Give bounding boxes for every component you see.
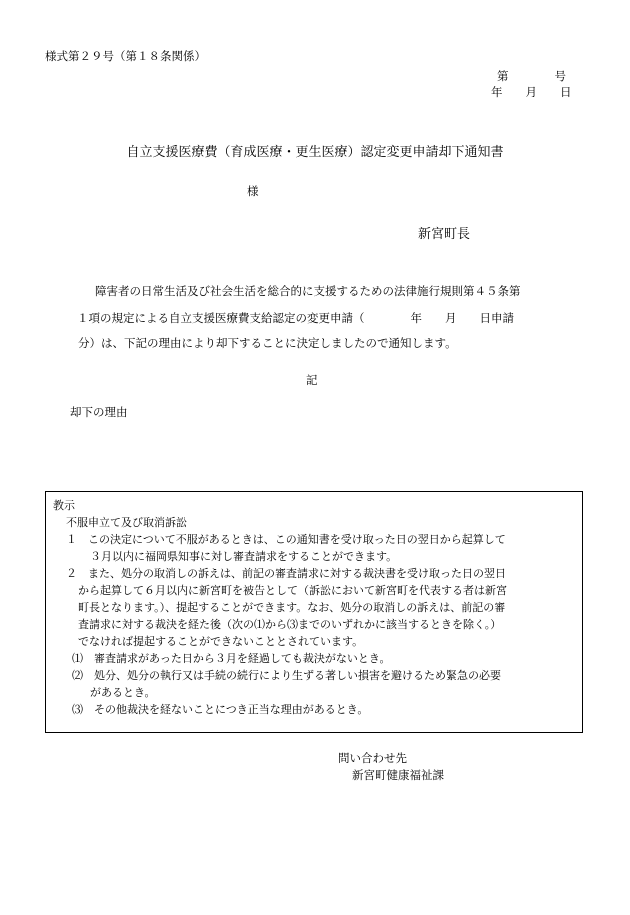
- date-line: 年 月 日: [491, 85, 572, 99]
- notice-item1-line2: ３月以内に福岡県知事に対し審査請求をすることができます。: [90, 550, 398, 563]
- contact-label: 問い合わせ先: [338, 751, 407, 765]
- notice-item2-line5: でなければ提起することができないこととされています。: [78, 635, 364, 648]
- notice-sub1: ⑴ 審査請求があった日から３月を経過しても裁決がないとき。: [72, 652, 391, 665]
- notice-item2-line1: ２ また、処分の取消しの訴えは、前記の審査請求に対する裁決書を受け取った日の翌日: [66, 567, 506, 580]
- notice-subheading: 不服申立て及び取消訴訟: [66, 516, 187, 529]
- notice-box: [45, 491, 583, 733]
- notice-item2-line2: から起算して６月以内に新宮町を被告として（訴訟において新宮町を代表する者は新宮: [78, 584, 507, 597]
- notice-item2-line4: 査請求に対する裁決を経た後（次の⑴から⑶までのいずれかに該当するときを除く。）: [78, 618, 502, 631]
- document-title: 自立支援医療費（育成医療・更生医療）認定変更申請却下通知書: [126, 145, 504, 160]
- notice-item1-line1: １ この決定について不服があるときは、この通知書を受け取った日の翌日から起算して: [66, 533, 506, 546]
- notice-sub2-line2: があるとき。: [90, 686, 156, 699]
- notice-sub2-line1: ⑵ 処分、処分の執行又は手続の続行により生ずる著しい損害を避けるため緊急の必要: [72, 669, 501, 682]
- document-number-line: 第 号: [497, 69, 566, 83]
- reason-label: 却下の理由: [70, 405, 128, 419]
- form-number: 様式第２９号（第１８条関係）: [45, 49, 206, 63]
- body-line-1: 障害者の日常生活及び社会生活を総合的に支援するための法律施行規則第４５条第: [95, 284, 521, 298]
- notice-sub3: ⑶ その他裁決を経ないことにつき正当な理由があるとき。: [72, 703, 369, 716]
- addressee: 様: [247, 184, 259, 198]
- notice-item2-line3: 町長となります。）、提起することができます。なお、処分の取消しの訴えは、前記の審: [78, 601, 506, 614]
- body-line-3: 分）は、下記の理由により却下することに決定しましたので通知します。: [78, 336, 457, 350]
- ki-heading: 記: [306, 373, 318, 387]
- body-line-2: １項の規定による自立支援医療費支給認定の変更申請（ 年 月 日申請: [77, 311, 514, 325]
- contact-department: 新宮町健康福祉課: [352, 768, 444, 782]
- sender: 新宮町長: [418, 227, 471, 242]
- notice-heading: 教示: [53, 499, 75, 512]
